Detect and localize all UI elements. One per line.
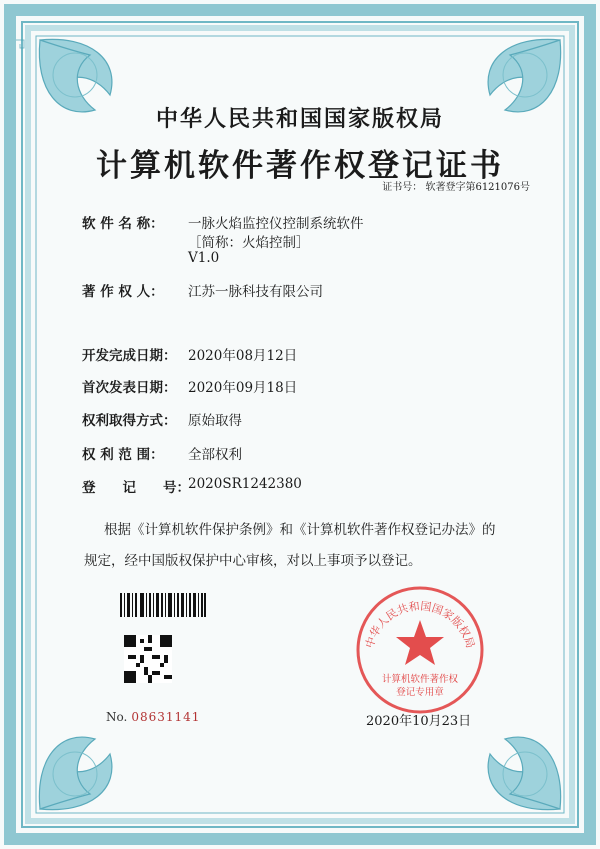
authority-title: 中华人民共和国国家版权局 (155, 106, 444, 132)
version-value: V1.0 (188, 250, 220, 266)
field-reg-no (82, 476, 302, 496)
software-name-value: 一脉火焰监控仪控制系统软件 (188, 216, 364, 232)
field-software-name (82, 212, 364, 232)
field-dev-complete (82, 344, 297, 364)
barcode (120, 593, 206, 617)
cert-no-value: 软著登字第6121076号 (425, 182, 530, 193)
qr-code (124, 635, 172, 683)
field-version (82, 250, 219, 266)
certificate-title: 计算机软件著作权登记证书 (96, 148, 504, 184)
seal-line-2: 登记专用章 (396, 687, 444, 698)
certificate-number (382, 178, 530, 193)
reg-no-value: 2020SR1242380 (188, 476, 302, 492)
owner-value: 江苏一脉科技有限公司 (188, 284, 323, 300)
first-publish-value: 2020年09月18日 (188, 380, 298, 396)
first-publish-label: 首次发表日期： (82, 380, 177, 396)
reg-no-label: 登 记 号： (82, 480, 190, 496)
dev-complete-label: 开发完成日期： (82, 348, 177, 364)
serial-number (106, 710, 200, 724)
acquire-label: 权利取得方式： (82, 413, 177, 429)
statement-line-1: 根据《计算机软件保护条例》和《计算机软件著作权登记办法》的 (104, 522, 496, 538)
seal-ring-text: 中华人民共和国国家版权局 (363, 599, 477, 650)
software-name-label: 软 件 名 称： (82, 216, 164, 232)
scope-value: 全部权利 (188, 447, 242, 463)
owner-label: 著 作 权 人： (82, 284, 164, 300)
field-owner (82, 280, 323, 300)
short-name-value: ［简称：火焰控制］ (188, 235, 310, 251)
cert-no-label: 证书号： (382, 182, 423, 193)
scope-label: 权 利 范 围： (82, 447, 164, 463)
field-scope (82, 443, 242, 463)
statement-line-2: 规定，经中国版权保护中心审核，对以上事项予以登记。 (84, 553, 422, 569)
official-seal (350, 580, 490, 720)
dev-complete-value: 2020年08月12日 (188, 348, 298, 364)
field-acquire (82, 409, 242, 429)
acquire-value: 原始取得 (188, 413, 242, 429)
serial-digits: 08631141 (131, 710, 201, 724)
serial-label: No. (106, 710, 128, 724)
field-short-name (82, 231, 310, 251)
issue-date: 2020年10月23日 (366, 714, 472, 729)
seal-line-1: 计算机软件著作权 (381, 674, 459, 685)
field-first-publish (82, 376, 297, 396)
